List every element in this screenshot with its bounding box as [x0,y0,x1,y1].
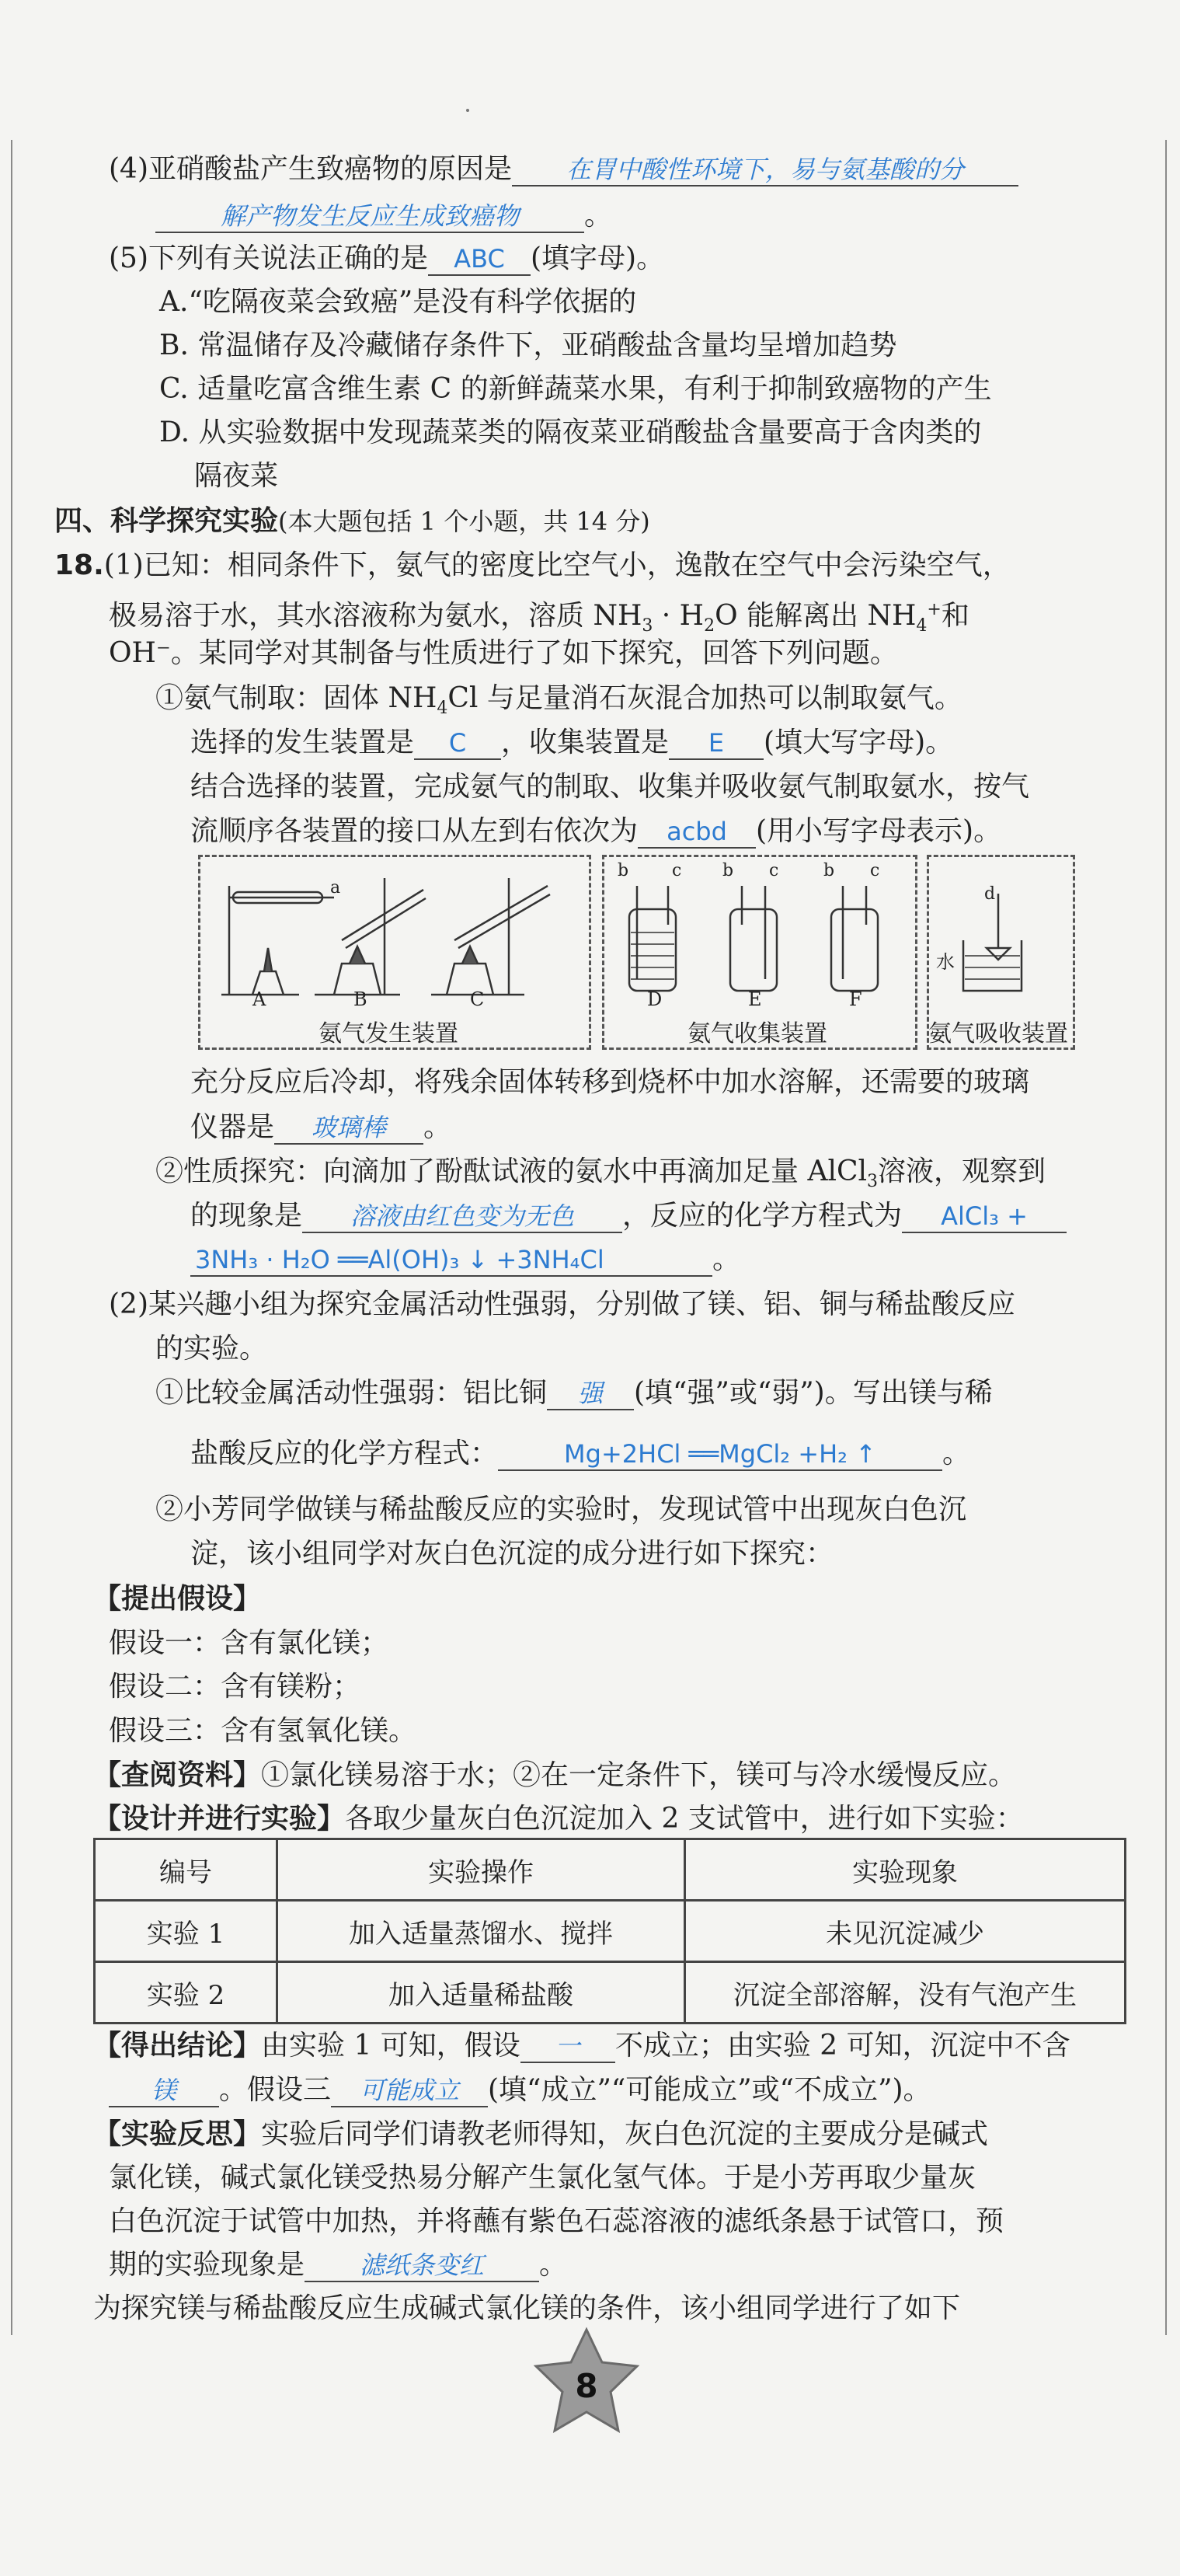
q18-s1-line3: 结合选择的装置，完成氨气的制取、收集并吸收氨气制取氨水，按气 [190,771,1030,803]
apparatus-figure [198,855,1072,1058]
table-cell: 加入适量蒸馏水、搅拌 [277,1901,685,1962]
col-operation-header: 实验操作 [277,1839,685,1901]
q5-question: (5)下列有关说法正确的是 ABC (填字母)。 [109,242,665,274]
collector-answer[interactable]: E [669,727,764,760]
q4-answer-part2[interactable]: 解产物发生反应生成致癌物 [155,200,584,233]
hypothesis-3-answer[interactable]: 可能成立 [331,2075,488,2107]
reflection-line5: 为探究镁与稀盐酸反应生成碱式氯化镁的条件，该小组同学进行了如下 [93,2292,961,2324]
hypothesis-1: 假设一：含有氯化镁； [109,1627,389,1659]
section-4-heading: 四、科学探究实验(本大题包括 1 个小题，共 14 分) [54,505,650,537]
q18-s2-line2: 的现象是 溶液由红色变为无色 ，反应的化学方程式为 AlCl₃ + [190,1198,1067,1234]
q18-s2-line1: ②性质探究：向滴加了酚酞试液的氨水中再滴加足量 AlCl$_3$溶液，观察到 [155,1156,1046,1192]
table-row [95,1901,1126,1962]
generator-answer[interactable]: C [414,727,501,760]
table-header-row [95,1839,1126,1901]
conclusion-line1: 【得出结论】由实验 1 可知，假设 一 不成立；由实验 2 可知，沉淀中不含 [93,2030,1070,2062]
q18-p2-s4: 淀，该小组同学对灰白色沉淀的成分进行如下探究： [190,1538,834,1570]
q4-line1: (4)亚硝酸盐产生致癌物的原因是 在胃中酸性环境下，易与氨基酸的分 [109,152,1018,187]
left-margin-line [11,140,12,2335]
table-cell: 加入适量稀盐酸 [277,1962,685,2024]
mg-equation-answer[interactable]: Mg+2HCl ══MgCl₂ +H₂ ↑ [498,1438,942,1471]
reference-line: 【查阅资料】①氯化镁易溶于水；②在一定条件下，镁可与冷水缓慢反应。 [93,1759,1017,1791]
label-d: D [647,988,663,1010]
page-dot [466,109,469,112]
q18-p2-line2: 的实验。 [155,1333,268,1365]
hypothesis-rejected-answer[interactable]: 一 [520,2030,615,2063]
reflection-line1: 【实验反思】实验后同学们请教老师得知，灰白色沉淀的主要成分是碱式 [93,2118,989,2150]
q18-s1-line1: ①氨气制取：固体 $NH_4Cl$ 与足量消石灰混合加热可以制取氨气。 [155,682,962,719]
q5-answer[interactable]: ABC [428,243,531,276]
port-c-label-f: c [870,861,880,880]
activity-answer[interactable]: 强 [547,1378,634,1410]
glass-instrument-answer[interactable]: 玻璃棒 [274,1112,423,1145]
right-margin-line [1165,140,1167,2335]
port-b-label-e: b [722,861,734,880]
equation-answer-part1[interactable]: AlCl₃ + [902,1201,1067,1233]
absent-substance-answer[interactable]: 镁 [109,2075,219,2107]
reflection-line3: 白色沉淀于试管中加热，并将蘸有紫色石蕊溶液的滤纸条悬于试管口，预 [109,2205,1004,2237]
phenomenon-answer[interactable]: 溶液由红色变为无色 [302,1201,622,1233]
table-cell: 未见沉淀减少 [685,1901,1126,1962]
conclusion-line2: 镁 。假设三 可能成立 (填“成立”“可能成立”或“不成立”)。 [109,2072,931,2108]
q18-line2: 极易溶于水，其水溶液称为氨水，溶质 $NH_3 \cdot H_2O$ 能解离出 $NH_4^+$和 [109,600,969,636]
q5-option-d-cont: 隔夜菜 [194,460,279,492]
q18-after-line2: 仪器是 玻璃棒 。 [190,1111,452,1143]
port-d-label: d [984,884,996,904]
port-c-label-e: c [769,861,779,880]
q18-p2-s1: ①比较金属活动性强弱：铝比铜 强 (填“强”或“弱”)。写出镁与稀 [155,1377,993,1409]
col-phenomenon-header: 实验现象 [685,1839,1126,1901]
q18-s1-line2: 选择的发生装置是 C ，收集装置是 E (填大写字母)。 [190,727,954,758]
table-row [95,1962,1126,2024]
caption-absorption: 氨气吸收装置 [928,1020,1068,1047]
port-order-answer[interactable]: acbd [638,816,756,849]
port-c-label-d: c [672,861,682,880]
label-b: B [353,988,367,1010]
q5-option-a: A.“吃隔夜菜会致癌”是没有科学依据的 [159,286,637,318]
q18-p2-s3: ②小芳同学做镁与稀盐酸反应的实验时，发现试管中出现灰白色沉 [155,1494,967,1525]
label-e: E [748,988,762,1010]
q4-answer-part1[interactable]: 在胃中酸性环境下，易与氨基酸的分 [512,154,1018,186]
q18-line3: OH⁻。某同学对其制备与性质进行了如下探究，回答下列问题。 [109,637,898,669]
port-b-label-f: b [823,861,835,880]
q18-s2-line3: 3NH₃ · H₂O ══Al(OH)₃ ↓ +3NH₄Cl 。 [190,1242,740,1278]
expected-phenomenon-answer[interactable]: 滤纸条变红 [305,2250,539,2282]
hypothesis-3: 假设三：含有氢氧化镁。 [109,1715,417,1747]
experiment-table [93,1838,1126,2024]
caption-collection: 氨气收集装置 [687,1020,827,1047]
label-c: C [470,988,485,1010]
water-label: 水 [936,951,955,973]
caption-generation: 氨气发生装置 [318,1020,458,1047]
apparatus-drawing [198,855,1072,1010]
q18-after-line1: 充分反应后冷却，将残余固体转移到烧杯中加水溶解，还需要的玻璃 [190,1066,1030,1098]
q18-line1: 18.(1)已知：相同条件下，氨气的密度比空气小，逸散在空气中会污染空气， [54,549,1011,581]
table-cell: 实验 1 [95,1901,277,1962]
table-cell: 沉淀全部溶解，没有气泡产生 [685,1962,1126,2024]
hypothesis-2: 假设二：含有镁粉； [109,1671,361,1703]
page-number-star-icon [528,2323,645,2440]
col-number-header: 编号 [95,1839,277,1901]
design-line: 【设计并进行实验】各取少量灰白色沉淀加入 2 支试管中，进行如下实验： [93,1803,1024,1835]
reflection-line4: 期的实验现象是 滤纸条变红 。 [109,2249,568,2281]
q4-line2: 解产物发生反应生成致癌物 。 [155,198,612,234]
q18-s1-line4: 流顺序各装置的接口从左到右依次为 acbd (用小写字母表示)。 [190,815,1002,847]
q5-option-b: B. 常温储存及冷藏储存条件下，亚硝酸盐含量均呈增加趋势 [159,329,897,361]
equation-answer-part2[interactable]: 3NH₃ · H₂O ══Al(OH)₃ ↓ +3NH₄Cl [190,1244,712,1277]
page-number: 8 [575,2367,598,2405]
label-f: F [849,988,862,1010]
label-a: A [252,988,266,1010]
q18-p2-s2: 盐酸反应的化学方程式： Mg+2HCl ══MgCl₂ +H₂ ↑ 。 [190,1438,971,1469]
table-cell: 实验 2 [95,1962,277,2024]
q5-option-d: D. 从实验数据中发现蔬菜类的隔夜菜亚硝酸盐含量要高于含肉类的 [159,417,982,448]
q5-option-c: C. 适量吃富含维生素 C 的新鲜蔬菜水果，有利于抑制致癌物的产生 [159,373,992,405]
reflection-line2: 氯化镁，碱式氯化镁受热易分解产生氯化氢气体。于是小芳再取少量灰 [109,2162,976,2194]
q18-p2-line1: (2)某兴趣小组为探究金属活动性强弱，分别做了镁、铝、铜与稀盐酸反应 [109,1288,1015,1320]
port-b-label-d: b [618,861,629,880]
port-a-label: a [330,878,341,898]
hypothesis-heading: 【提出假设】 [93,1583,262,1615]
